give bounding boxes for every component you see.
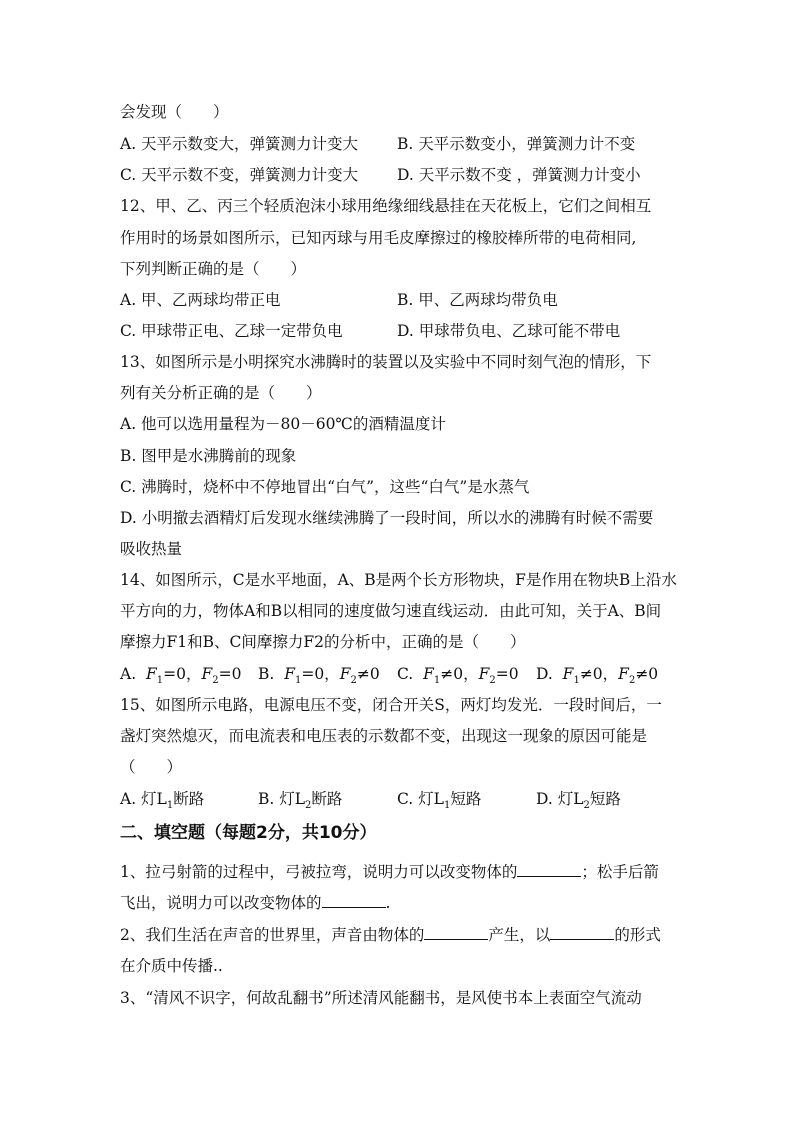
fault-type: 短路 [450, 790, 482, 808]
fill-1-line-1 [120, 862, 659, 882]
q15-option-b [258, 789, 342, 816]
question-text: 飞出，说明力可以改变物体的 [120, 894, 322, 912]
relation: ≠0 [356, 665, 380, 683]
force-symbol: F [478, 665, 490, 683]
q12-line-3: 下列判断正确的是（ ） [120, 260, 307, 278]
q14-line-2: 平方向的力，物体A和B以相同的速度做匀速直线运动．由此可知，关于A、B间 [120, 602, 662, 620]
answer-blank[interactable] [322, 893, 386, 908]
q13-option-c: C. 沸腾时，烧杯中不停地冒出“白气”，这些“白气”是水蒸气 [120, 478, 530, 496]
relation: ≠0， [579, 665, 619, 683]
force-symbol: F [339, 665, 351, 683]
subscript: 1 [166, 800, 174, 812]
relation: =0 [495, 665, 519, 683]
question-text: ；松手后箭 [581, 863, 659, 881]
q15-option-a [120, 789, 204, 816]
fill-1-line-2 [120, 893, 390, 913]
subscript: 2 [305, 800, 312, 812]
subscript: 2 [212, 675, 219, 687]
q12-option-c: C. 甲球带正电、乙球一定带负电 [120, 322, 343, 340]
q13-option-d-line-2: 吸收热量 [120, 540, 183, 558]
force-symbol: F [201, 665, 213, 683]
relation: =0 [218, 665, 242, 683]
option-label: D. 灯L [536, 790, 584, 808]
fill-2-line-1 [120, 925, 661, 945]
q14-line-1: 14、如图所示，C是水平地面，A、B是两个长方形物块，F是作用在物块B上沿水 [120, 571, 677, 589]
question-text: 产生，以 [488, 926, 551, 944]
relation: ≠0， [440, 665, 479, 683]
option-label: A. 灯L [120, 790, 167, 808]
question-text: 的形式 [614, 926, 661, 944]
answer-blank[interactable] [517, 862, 581, 877]
subscript: 1 [294, 675, 302, 687]
force-symbol: F [562, 665, 574, 683]
subscript: 2 [583, 800, 590, 812]
q12-option-a: A. 甲、乙两球均带正电 [120, 291, 281, 309]
q14-line-3: 摩擦力F1和B、C间摩擦力F2的分析中，正确的是（ ） [120, 633, 526, 651]
relation: =0， [301, 665, 340, 683]
fill-2-line-2: 在介质中传播.. [120, 957, 223, 975]
question-text: 1、拉弓射箭的过程中，弓被拉弯，说明力可以改变物体的 [120, 863, 518, 881]
question-text: . [385, 894, 391, 912]
q12-option-b: B. 甲、乙两球均带负电 [397, 291, 558, 309]
q15-line-3: （ ） [120, 758, 183, 776]
option-letter: C. [397, 665, 414, 683]
answer-blank[interactable] [424, 925, 488, 940]
q15-option-c [397, 789, 481, 816]
q12-line-2: 作用时的场景如图所示，已知丙球与用毛皮摩擦过的橡胶棒所带的电荷相同, [120, 229, 637, 247]
option-letter: B. [258, 665, 275, 683]
q14-option-d [536, 664, 658, 691]
q14-option-a [120, 664, 241, 691]
q11-option-a: A. 天平示数变大，弹簧测力计变大 [120, 135, 359, 153]
force-symbol: F [145, 665, 157, 683]
q13-line-1: 13、如图所示是小明探究水沸腾时的装置以及实验中不同时刻气泡的情形，下 [120, 353, 652, 371]
q11-option-c: C. 天平示数不变，弹簧测力计变大 [120, 166, 359, 184]
q12-option-d: D. 甲球带负电、乙球可能不带电 [397, 322, 621, 340]
section-heading: 二、填空题（每题2分，共10分） [120, 823, 377, 843]
subscript: 2 [350, 675, 357, 687]
fault-type: 断路 [311, 790, 343, 808]
q11-tail: 会发现（ ） [120, 103, 229, 121]
fault-type: 断路 [173, 790, 205, 808]
relation: ≠0 [635, 665, 659, 683]
q14-option-c [397, 664, 519, 691]
q13-option-d-line-1: D. 小明撤去酒精灯后发现水继续沸腾了一段时间，所以水的沸腾有时候不需要 [120, 509, 654, 527]
q11-option-d: D. 天平示数不变 ，弹簧测力计变小 [397, 166, 641, 184]
subscript: 2 [489, 675, 496, 687]
fault-type: 短路 [589, 790, 621, 808]
q13-line-2: 列有关分析正确的是（ ） [120, 384, 322, 402]
q15-option-d [536, 789, 621, 816]
q15-line-1: 15、如图所示电路，电源电压不变，闭合开关S，两灯均发光．一段时间后，一 [120, 696, 662, 714]
q13-option-a: A. 他可以选用量程为－80－60℃的酒精温度计 [120, 415, 446, 433]
q13-option-b: B. 图甲是水沸腾前的现象 [120, 447, 297, 465]
q15-line-2: 盏灯突然熄灭，而电流表和电压表的示数都不变，出现这一现象的原因可能是 [120, 727, 648, 745]
question-text: 2、我们生活在声音的世界里，声音由物体的 [120, 926, 425, 944]
relation: =0， [163, 665, 202, 683]
subscript: 1 [433, 675, 441, 687]
force-symbol: F [284, 665, 295, 683]
subscript: 1 [443, 800, 451, 812]
force-symbol: F [423, 665, 434, 683]
fill-3-line-1: 3、“清风不识字，何故乱翻书”所述清风能翻书，是风使书本上表面空气流动 [120, 989, 642, 1007]
answer-blank[interactable] [550, 925, 614, 940]
option-label: C. 灯L [397, 790, 444, 808]
subscript: 2 [628, 675, 636, 687]
q11-option-b: B. 天平示数变小，弹簧测力计不变 [397, 135, 636, 153]
force-symbol: F [618, 665, 629, 683]
option-label: B. 灯L [258, 790, 306, 808]
subscript: 1 [573, 675, 580, 687]
subscript: 1 [156, 675, 164, 687]
option-letter: D. [536, 665, 553, 683]
q14-option-b [258, 664, 380, 691]
q12-line-1: 12、甲、乙、丙三个轻质泡沫小球用绝缘细线悬挂在天花板上，它们之间相互 [120, 197, 652, 215]
option-letter: A. [120, 665, 137, 683]
